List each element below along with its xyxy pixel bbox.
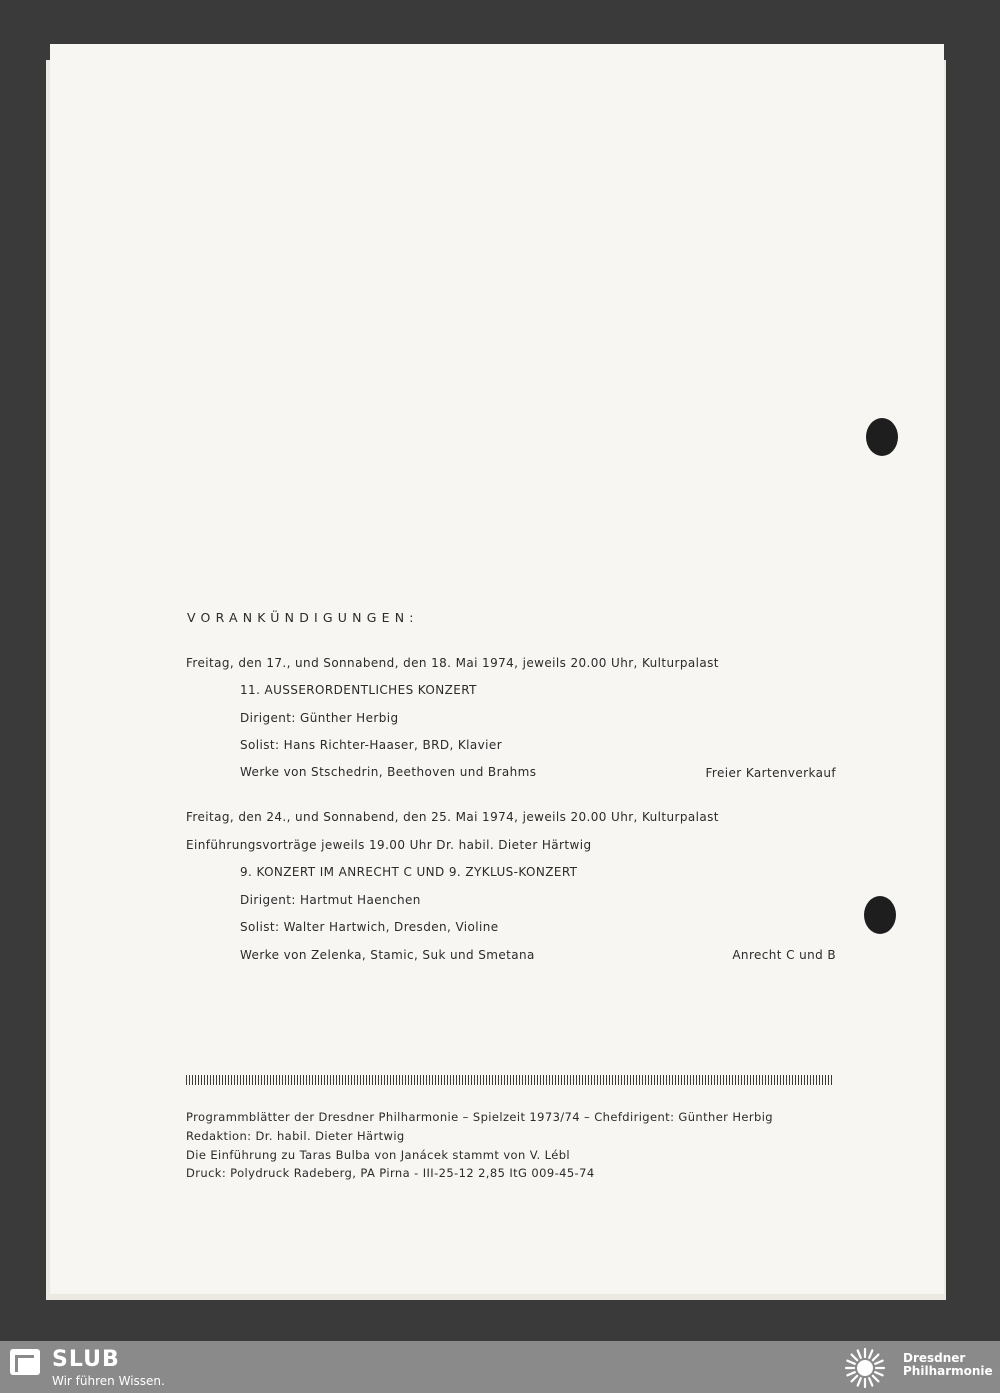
- philharmonie-logo-icon[interactable]: [842, 1345, 888, 1391]
- concert2-soloist: Solist: Walter Hartwich, Dresden, Violine: [240, 920, 499, 934]
- footer-line-1: Programmblätter der Dresdner Philharmonie – Spielzeit 1973/74 – Chefdirigent: Günther Herbig: [186, 1110, 774, 1124]
- concert2-conductor: Dirigent: Hartmut Haenchen: [240, 893, 421, 907]
- philharmonie-name[interactable]: [903, 1352, 993, 1378]
- concert2-tickets: Anrecht C und B: [732, 948, 836, 962]
- concert2-works: Werke von Zelenka, Stamic, Suk und Smetana: [240, 948, 535, 962]
- concert1-conductor: Dirigent: Günther Herbig: [240, 711, 399, 725]
- footer-line-3: Die Einführung zu Taras Bulba von Janácek stammt von V. Lébl: [186, 1148, 571, 1162]
- concert2-date: Freitag, den 24., und Sonnabend, den 25. Mai 1974, jeweils 20.00 Uhr, Kulturpalast: [186, 810, 719, 824]
- concert1-soloist: Solist: Hans Richter-Haaser, BRD, Klavier: [240, 738, 503, 752]
- footer-line-4: Druck: Polydruck Radeberg, PA Pirna - III-25-12 2,85 ItG 009-45-74: [186, 1166, 595, 1180]
- concert1-tickets: Freier Kartenverkauf: [705, 766, 836, 780]
- announcements-heading: VORANKÜNDIGUNGEN:: [187, 610, 419, 625]
- punch-hole: [864, 896, 896, 934]
- footer-line-2: Redaktion: Dr. habil. Dieter Härtwig: [186, 1129, 405, 1143]
- concert2-title: 9. KONZERT IM ANRECHT C UND 9. ZYKLUS-KONZERT: [240, 865, 578, 879]
- concert1-date: Freitag, den 17., und Sonnabend, den 18. Mai 1974, jeweils 20.00 Uhr, Kulturpalast: [186, 656, 719, 670]
- divider-bar: [186, 1075, 834, 1085]
- concert1-works: Werke von Stschedrin, Beethoven und Brahms: [240, 765, 537, 779]
- viewer-footer-bar: [0, 1341, 1000, 1393]
- philharmonie-line-1: Dresdner: [903, 1351, 966, 1365]
- slub-tagline: Wir führen Wissen.: [52, 1374, 165, 1388]
- slub-name[interactable]: SLUB: [52, 1347, 120, 1372]
- slub-logo-icon[interactable]: [10, 1349, 40, 1375]
- philharmonie-line-2: Philharmonie: [903, 1364, 993, 1378]
- concert1-title: 11. AUSSERORDENTLICHES KONZERT: [240, 683, 477, 697]
- concert2-intro: Einführungsvorträge jeweils 19.00 Uhr Dr. habil. Dieter Härtwig: [186, 838, 592, 852]
- document-page: [50, 44, 944, 1294]
- punch-hole: [866, 418, 898, 456]
